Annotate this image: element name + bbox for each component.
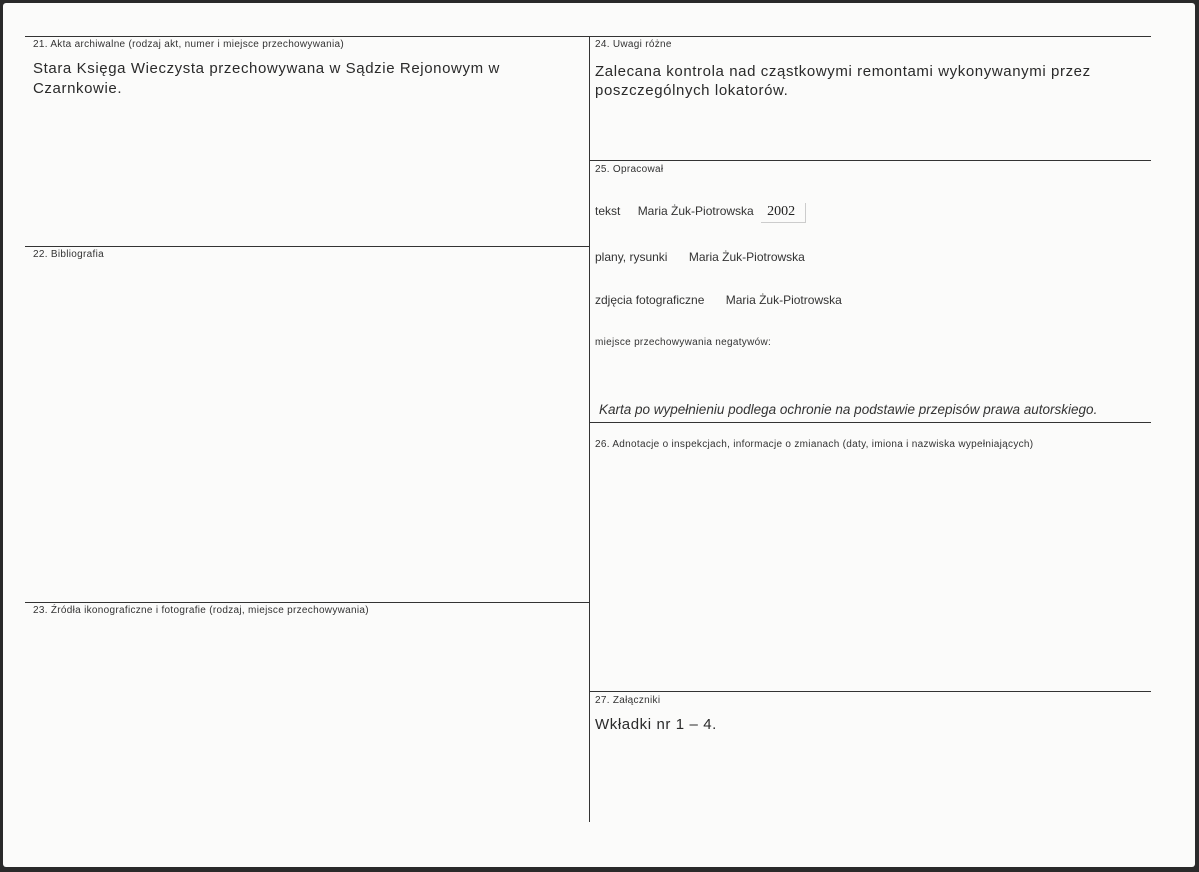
center-divider: [589, 36, 590, 822]
tekst-row: [595, 203, 806, 223]
plany-row: [595, 250, 805, 264]
tekst-value: Maria Żuk-Piotrowska: [637, 204, 754, 218]
negatywy-label: miejsce przechowywania negatywów:: [595, 337, 772, 348]
zdjecia-row: [595, 293, 842, 307]
section-24-label: 24. Uwagi różne: [595, 39, 672, 50]
section-21-label: 21. Akta archiwalne (rodzaj akt, numer i miejsce przechowywania): [33, 39, 344, 50]
rule-26: [589, 422, 1151, 423]
section-27-value: Wkładki nr 1 – 4.: [595, 716, 717, 733]
section-21-line-2: Czarnkowie.: [33, 80, 123, 97]
section-21-line-1: Stara Księga Wieczysta przechowywana w Sądzie Rejonowym w: [33, 60, 500, 77]
copyright-note: Karta po wypełnieniu podlega ochronie na podstawie przepisów prawa autorskiego.: [599, 402, 1098, 417]
top-rule: [25, 36, 1151, 37]
rule-25: [589, 160, 1151, 161]
section-22-label: 22. Bibliografia: [33, 249, 104, 260]
section-27-label: 27. Załączniki: [595, 695, 661, 706]
zdjecia-value: Maria Żuk-Piotrowska: [725, 293, 842, 307]
rule-22: [25, 246, 589, 247]
section-24-line-2: poszczególnych lokatorów.: [595, 82, 789, 99]
plany-label: plany, rysunki: [595, 250, 668, 264]
section-23-label: 23. Źródła ikonograficzne i fotografie (rodzaj, miejsce przechowywania): [33, 605, 369, 616]
rule-23: [25, 602, 589, 603]
zdjecia-label: zdjęcia fotograficzne: [595, 293, 705, 307]
plany-value: Maria Żuk-Piotrowska: [688, 250, 805, 264]
section-24-line-1: Zalecana kontrola nad cząstkowymi remontami wykonywanymi przez: [595, 63, 1091, 80]
record-card: [3, 3, 1195, 867]
tekst-year: 2002: [761, 203, 806, 223]
tekst-label: tekst: [595, 204, 621, 218]
rule-27: [589, 691, 1151, 692]
section-26-label: 26. Adnotacje o inspekcjach, informacje o zmianach (daty, imiona i nazwiska wypełniających): [595, 439, 1034, 450]
section-25-label: 25. Opracował: [595, 164, 664, 175]
